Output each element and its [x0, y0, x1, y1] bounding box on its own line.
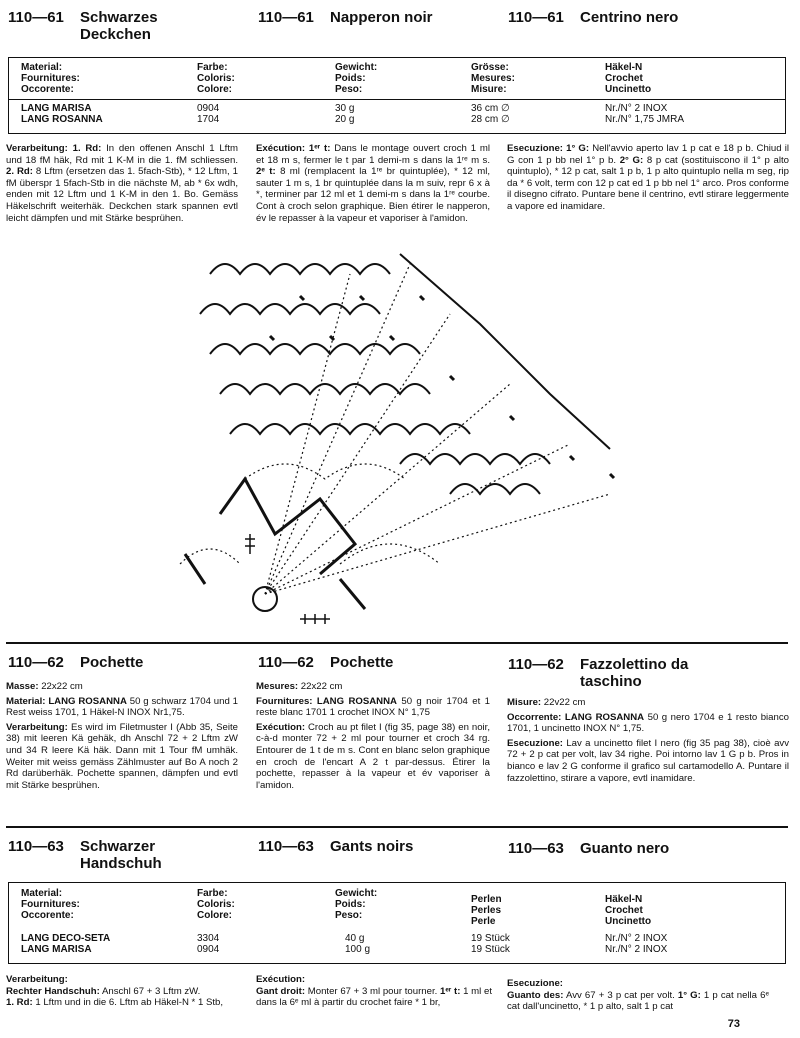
header-110-63-de: 110—63 Schwarzer Handschuh: [8, 838, 162, 872]
table-row-names: LANG MARISA LANG ROSANNA: [21, 103, 103, 125]
table-col-color: Farbe: Coloris: Colore:: [197, 62, 235, 95]
header-110-63-fr: 110—63 Gants noirs: [258, 838, 414, 855]
pattern-code: 110—61: [8, 9, 64, 26]
instructions-de-3: Verarbeitung: Rechter Handschuh: Anschl 67 + 3 Lftm zW. 1. Rd: 1 Lftm und in die 6. Lftm ab Häkel-N * 1 Stb,: [6, 974, 224, 1009]
table-row-hooks: Nr./N° 2 INOX Nr./N° 2 INOX: [605, 933, 668, 955]
table-col-material: Material: Fournitures: Occorente:: [21, 888, 80, 921]
header-110-61-fr: [258, 9, 433, 26]
header-110-62-de: 110—62 Pochette: [8, 654, 144, 671]
table-row-colors: 0904 1704: [197, 103, 220, 125]
pattern-title: Napperon noir: [330, 9, 433, 26]
page-number: 73: [727, 1018, 740, 1030]
table-row-hooks: Nr./N° 2 INOX Nr./N° 1,75 JMRA: [605, 103, 685, 125]
scallop-row: [450, 484, 540, 494]
header-110-61-it: [508, 9, 678, 26]
table-col-hook: Häkel-N Crochet Uncinetto: [605, 894, 652, 927]
scallop-row: [400, 454, 550, 464]
header-110-61-de: [8, 9, 158, 43]
pattern-code: 110—61: [508, 9, 564, 26]
section-divider: [6, 826, 788, 828]
scallop-row: [200, 304, 380, 314]
material-table-2: [8, 882, 786, 964]
table-col-color: Farbe: Coloris: Colore:: [197, 888, 235, 921]
table-col-weight: Gewicht: Poids: Peso:: [335, 62, 378, 95]
instructions-it-3: Esecuzione: Guanto des: Avv 67 + 3 p cat per volt. 1° G: 1 p cat nella 6ᵉ cat dall'uncinetto, * 1 p alto, salt 1 p cat: [507, 978, 770, 1013]
diagram-edge: [400, 254, 610, 449]
instructions-de-2: Masse: 22x22 cm Material: LANG ROSANNA 50 g schwarz 1704 und 1 Rest weiss 1701, 1 Häkel-N INOX Nr1,75. Verarbeitung: Es wird im Filetmuster I (Abb 35, Seite 38) mit leeren Kä gehäk, dh Anschl 72 + 2 Lftm zW und 34 R leere Kä häk. Dann mit 1 Tour fM umhäk. Weiter mit weiss gemäss Zählmuster auf Bo A noch 2 Rd darüberhäk. Pochette spannen, dämpfen und evtl mit Stärke besprühen.: [6, 681, 239, 791]
header-110-62-fr: 110—62 Pochette: [258, 654, 394, 671]
instructions-it-1: Esecuzione: 1° G: Nell'avvio aperto lav 1 p cat e 18 p b. Chiud il G con 1 p bb nel 1° p b. 2° G: 8 p cat (sostituiscono il 1° p alto quintuplo), * 12 p cat, salt 1 p b, 1 p alto quintuplo nella m seg, rip da * 6 volt, term con 12 p cat ed 1 p bb nel 1° arco. Pros conforme il disegno cifrato. Puntare bene il centrino, evtl stirare leggermente a vapore ed inamidare.: [507, 143, 790, 212]
crochet-chart-diagram: [150, 234, 650, 634]
instructions-fr-3: Exécution: Gant droit: Monter 67 + 3 ml pour tourner. 1ᵉʳ t: 1 ml et dans la 6ᵉ ml à partir du crochet faire * 1 br,: [256, 974, 492, 1009]
table-col-hook: Häkel-N Crochet Uncinetto: [605, 62, 652, 95]
section-divider: [6, 642, 788, 644]
instructions-it-2: Misure: 22v22 cm Occorrente: LANG ROSANNA 50 g nero 1704 e 1 resto bianco 1701, 1 uncinetto INOX N° 1,75. Esecuzione: Lav a uncinetto filet I nero (fig 35 pag 38), cioè avv 72 + 2 p cat per volt, lav 34 righe. Poi intorno lav 1 G p b. Pros in bianco e lav 2 G conforme il grafico sul cartamodello A. Puntare il fazzolettino, stirare a vapore, evtl inamidare.: [507, 697, 789, 784]
scallop-row: [230, 424, 470, 434]
pattern-title-line2: Deckchen: [80, 26, 151, 43]
table-row-sizes: 36 cm ∅ 28 cm ∅: [471, 103, 510, 125]
material-table-1: [8, 57, 786, 134]
instructions-fr-2: Mesures: 22x22 cm Fournitures: LANG ROSANNA 50 g noir 1704 et 1 reste blanc 1701 1 crochet INOX N° 1,75 Exécution: Croch au pt filet I (fig 35, page 38) en noir, c-à-d monter 72 + 2 ml pour tourner et croch 34 rg. Entourer de 1 t de m s. Cont en blanc selon graphique en croch de l'encart A 2 t par-dessus. Étirer la pochette, repasser à la vapeur et év vaporiser à l'amidon.: [256, 681, 490, 791]
table-col-size: Grösse: Mesures: Misure:: [471, 62, 515, 95]
table-col-material: Material: Fournitures: Occorente:: [21, 62, 80, 95]
pattern-title: Schwarzes: [80, 9, 158, 26]
table-row-weights: 40 g 100 g: [345, 933, 371, 955]
scallop-row: [210, 264, 390, 274]
table-row-beads: 19 Stück 19 Stück: [471, 933, 510, 955]
table-divider: [9, 99, 785, 100]
table-col-weight: Gewicht: Poids: Peso:: [335, 888, 378, 921]
header-110-63-it: 110—63 Guanto nero: [508, 840, 670, 857]
table-col-beads: Perlen Perles Perle: [471, 894, 502, 927]
table-row-names: LANG DECO-SETA LANG MARISA: [21, 933, 111, 955]
table-row-colors: 3304 0904: [197, 933, 220, 955]
table-row-weights: 30 g 20 g: [335, 103, 355, 125]
instructions-de-1: Verarbeitung: 1. Rd: In den offenen Anschl 1 Lftm und 18 fM häk, Rd mit 1 K-M in die 1. fM schliessen. 2. Rd: 8 Lftm (ersetzen das 1. 5fach-Stb), * 12 Lftm, 1 fM überspr 1 5fach-Stb in die nächste M, ab * 6x wdh, enden mit 12 Lftm und 1 K-M in den 1. Bo. Gemäss Häkelschrift weiterhäk. Deckchen stark spannen evtl leicht dämpfen und mit Stärke besprühen.: [6, 143, 238, 224]
scallop-row: [210, 344, 420, 354]
center-ring: [253, 587, 277, 611]
header-110-62-it: 110—62 Fazzolettino da taschino: [508, 656, 689, 690]
pattern-title: Centrino nero: [580, 9, 679, 26]
pattern-code: 110—61: [258, 9, 314, 26]
instructions-fr-1: Exécution: 1ᵉʳ t: Dans le montage ouvert croch 1 ml et 18 m s, fermer le t par 1 demi-m s dans la 1ʳᵉ m s. 2ᵉ t: 8 ml (remplacent la 1ʳᵉ br quintuplée), * 12 ml, sauter 1 m s, 1 br quintuplée dans la m suiv, repr 6 x à *, terminer par 12 ml et 1 demi-m s dans la 1ʳᵉ courbe. Cont à croch selon graphique. Bien étirer le napperon, év le repasser à la vapeur et vaporiser à l'amidon.: [256, 143, 491, 224]
